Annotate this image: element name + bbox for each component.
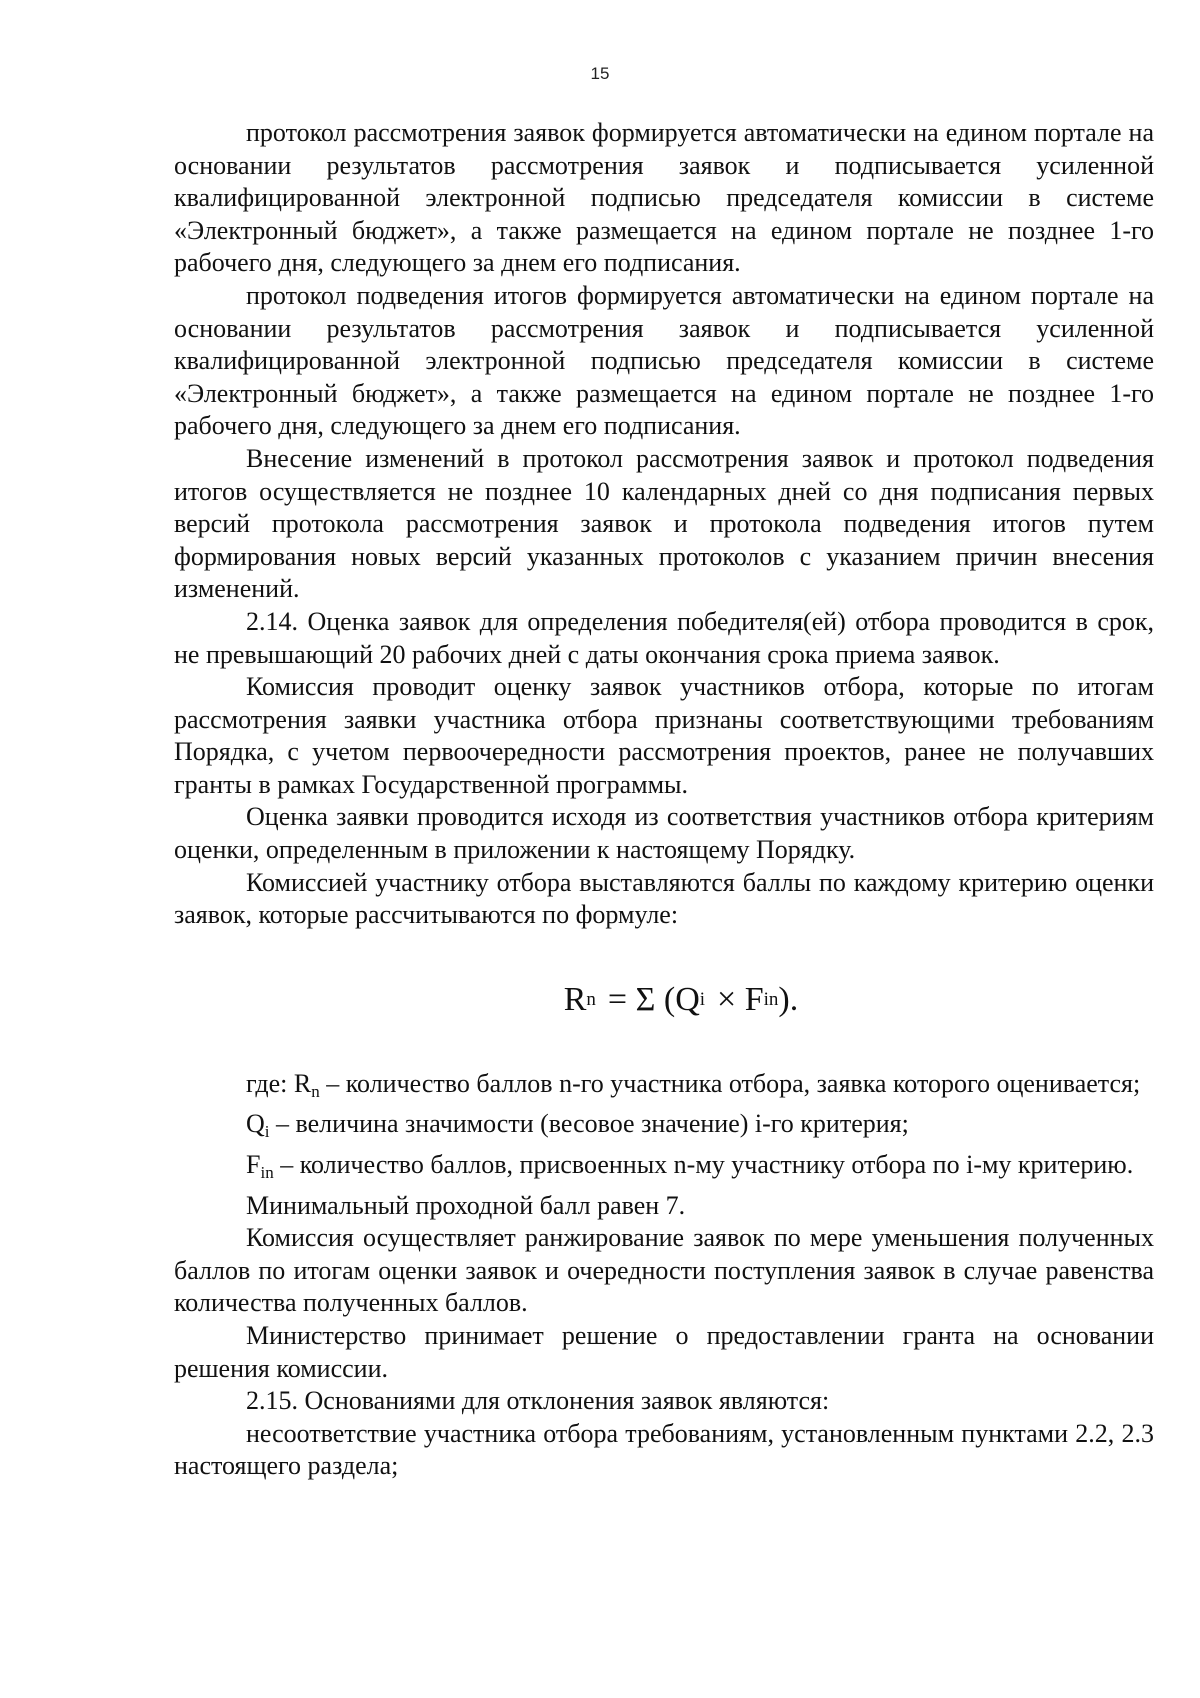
page-number: 15 bbox=[590, 64, 610, 83]
paragraph-2-14: 2.14. Оценка заявок для определения победителя(ей) отбора проводится в срок, не превышающий 20 рабочих дней с даты окончания срока приема заявок. bbox=[174, 606, 1154, 669]
formula-r: R bbox=[563, 980, 587, 1018]
definition-fin: $F_{in}$ – количество баллов, присвоенных n-му участнику отбора по i-му критерию. bbox=[246, 1150, 1134, 1183]
paragraph-commission-assessment: Комиссия проводит оценку заявок участников отбора, которые по итогам рассмотрения заявки участника отбора признаны соответствующими требованиям Порядка, с учетом первоочередности рассмотрения проектов, ранее не получавших гранты в рамках Государственной программы. bbox=[174, 672, 1154, 799]
formula-r-sub: n bbox=[586, 988, 596, 1010]
paragraph-protocol-review: протокол рассмотрения заявок формируется автоматически на едином портале на основании результатов рассмотрения заявок и подписывается усиленной квалифицированной электронной подписью председателя комиссии в системе «Электронный бюджет», а также размещается на едином портале не позднее 1-го рабочего дня, следующего за днем его подписания. bbox=[174, 118, 1154, 278]
document-body bbox=[174, 117, 1154, 1483]
formula-q-sub: i bbox=[699, 988, 706, 1010]
paragraph-scoring-formula-intro: Комиссией участнику отбора выставляются баллы по каждому критерию оценки заявок, которые рассчитываются по формуле: bbox=[174, 867, 1154, 930]
paragraph-protocol-results: протокол подведения итогов формируется автоматически на едином портале на основании результатов рассмотрения заявок и подписывается усиленной квалифицированной электронной подписью председателя комиссии в системе «Электронный бюджет», а также размещается на едином портале не позднее 1-го рабочего дня, следующего за днем его подписания. bbox=[174, 280, 1154, 441]
formula-close: ). bbox=[778, 980, 799, 1018]
paragraph-ministry-decision: Министерство принимает решение о предоставлении гранта на основании решения комиссии. bbox=[174, 1321, 1154, 1383]
paragraph-2-15: 2.15. Основаниями для отклонения заявок являются: bbox=[246, 1386, 830, 1416]
paragraph-protocol-changes: Внесение изменений в протокол рассмотрения заявок и протокол подведения итогов осуществляется не позднее 10 календарных дней со дня подписания первых версий протокола рассмотрения заявок и протокола подведения итогов путем формирования новых версий указанных протоколов с указанием причин внесения изменений. bbox=[174, 443, 1154, 604]
paragraph-rejection-reason: несоответствие участника отбора требованиям, установленным пунктами 2.2, 2.3 настоящего раздела; bbox=[174, 1418, 1154, 1481]
paragraph-assessment-criteria: Оценка заявки проводится исходя из соответствия участников отбора критериям оценки, определенным в приложении к настоящему Порядку. bbox=[174, 802, 1154, 865]
formula-times-f: × F bbox=[717, 980, 764, 1018]
formula-f-sub: in bbox=[763, 988, 779, 1010]
definition-rn: где: $R_n$ – количество баллов n-го участника отбора, заявка которого оценивается; bbox=[246, 1068, 1141, 1101]
paragraph-min-score: Минимальный проходной балл равен 7. bbox=[246, 1190, 686, 1220]
scoring-formula bbox=[174, 932, 1154, 1068]
definition-qi: $Q_i$ – величина значимости (весовое значение) i-го критерия; bbox=[246, 1109, 909, 1142]
formula-sum: = Σ (Q bbox=[607, 980, 700, 1018]
paragraph-ranking: Комиссия осуществляет ранжирование заявок по мере уменьшения полученных баллов по итогам оценки заявок и очередности поступления заявок в случае равенства количества полученных баллов. bbox=[174, 1223, 1154, 1318]
